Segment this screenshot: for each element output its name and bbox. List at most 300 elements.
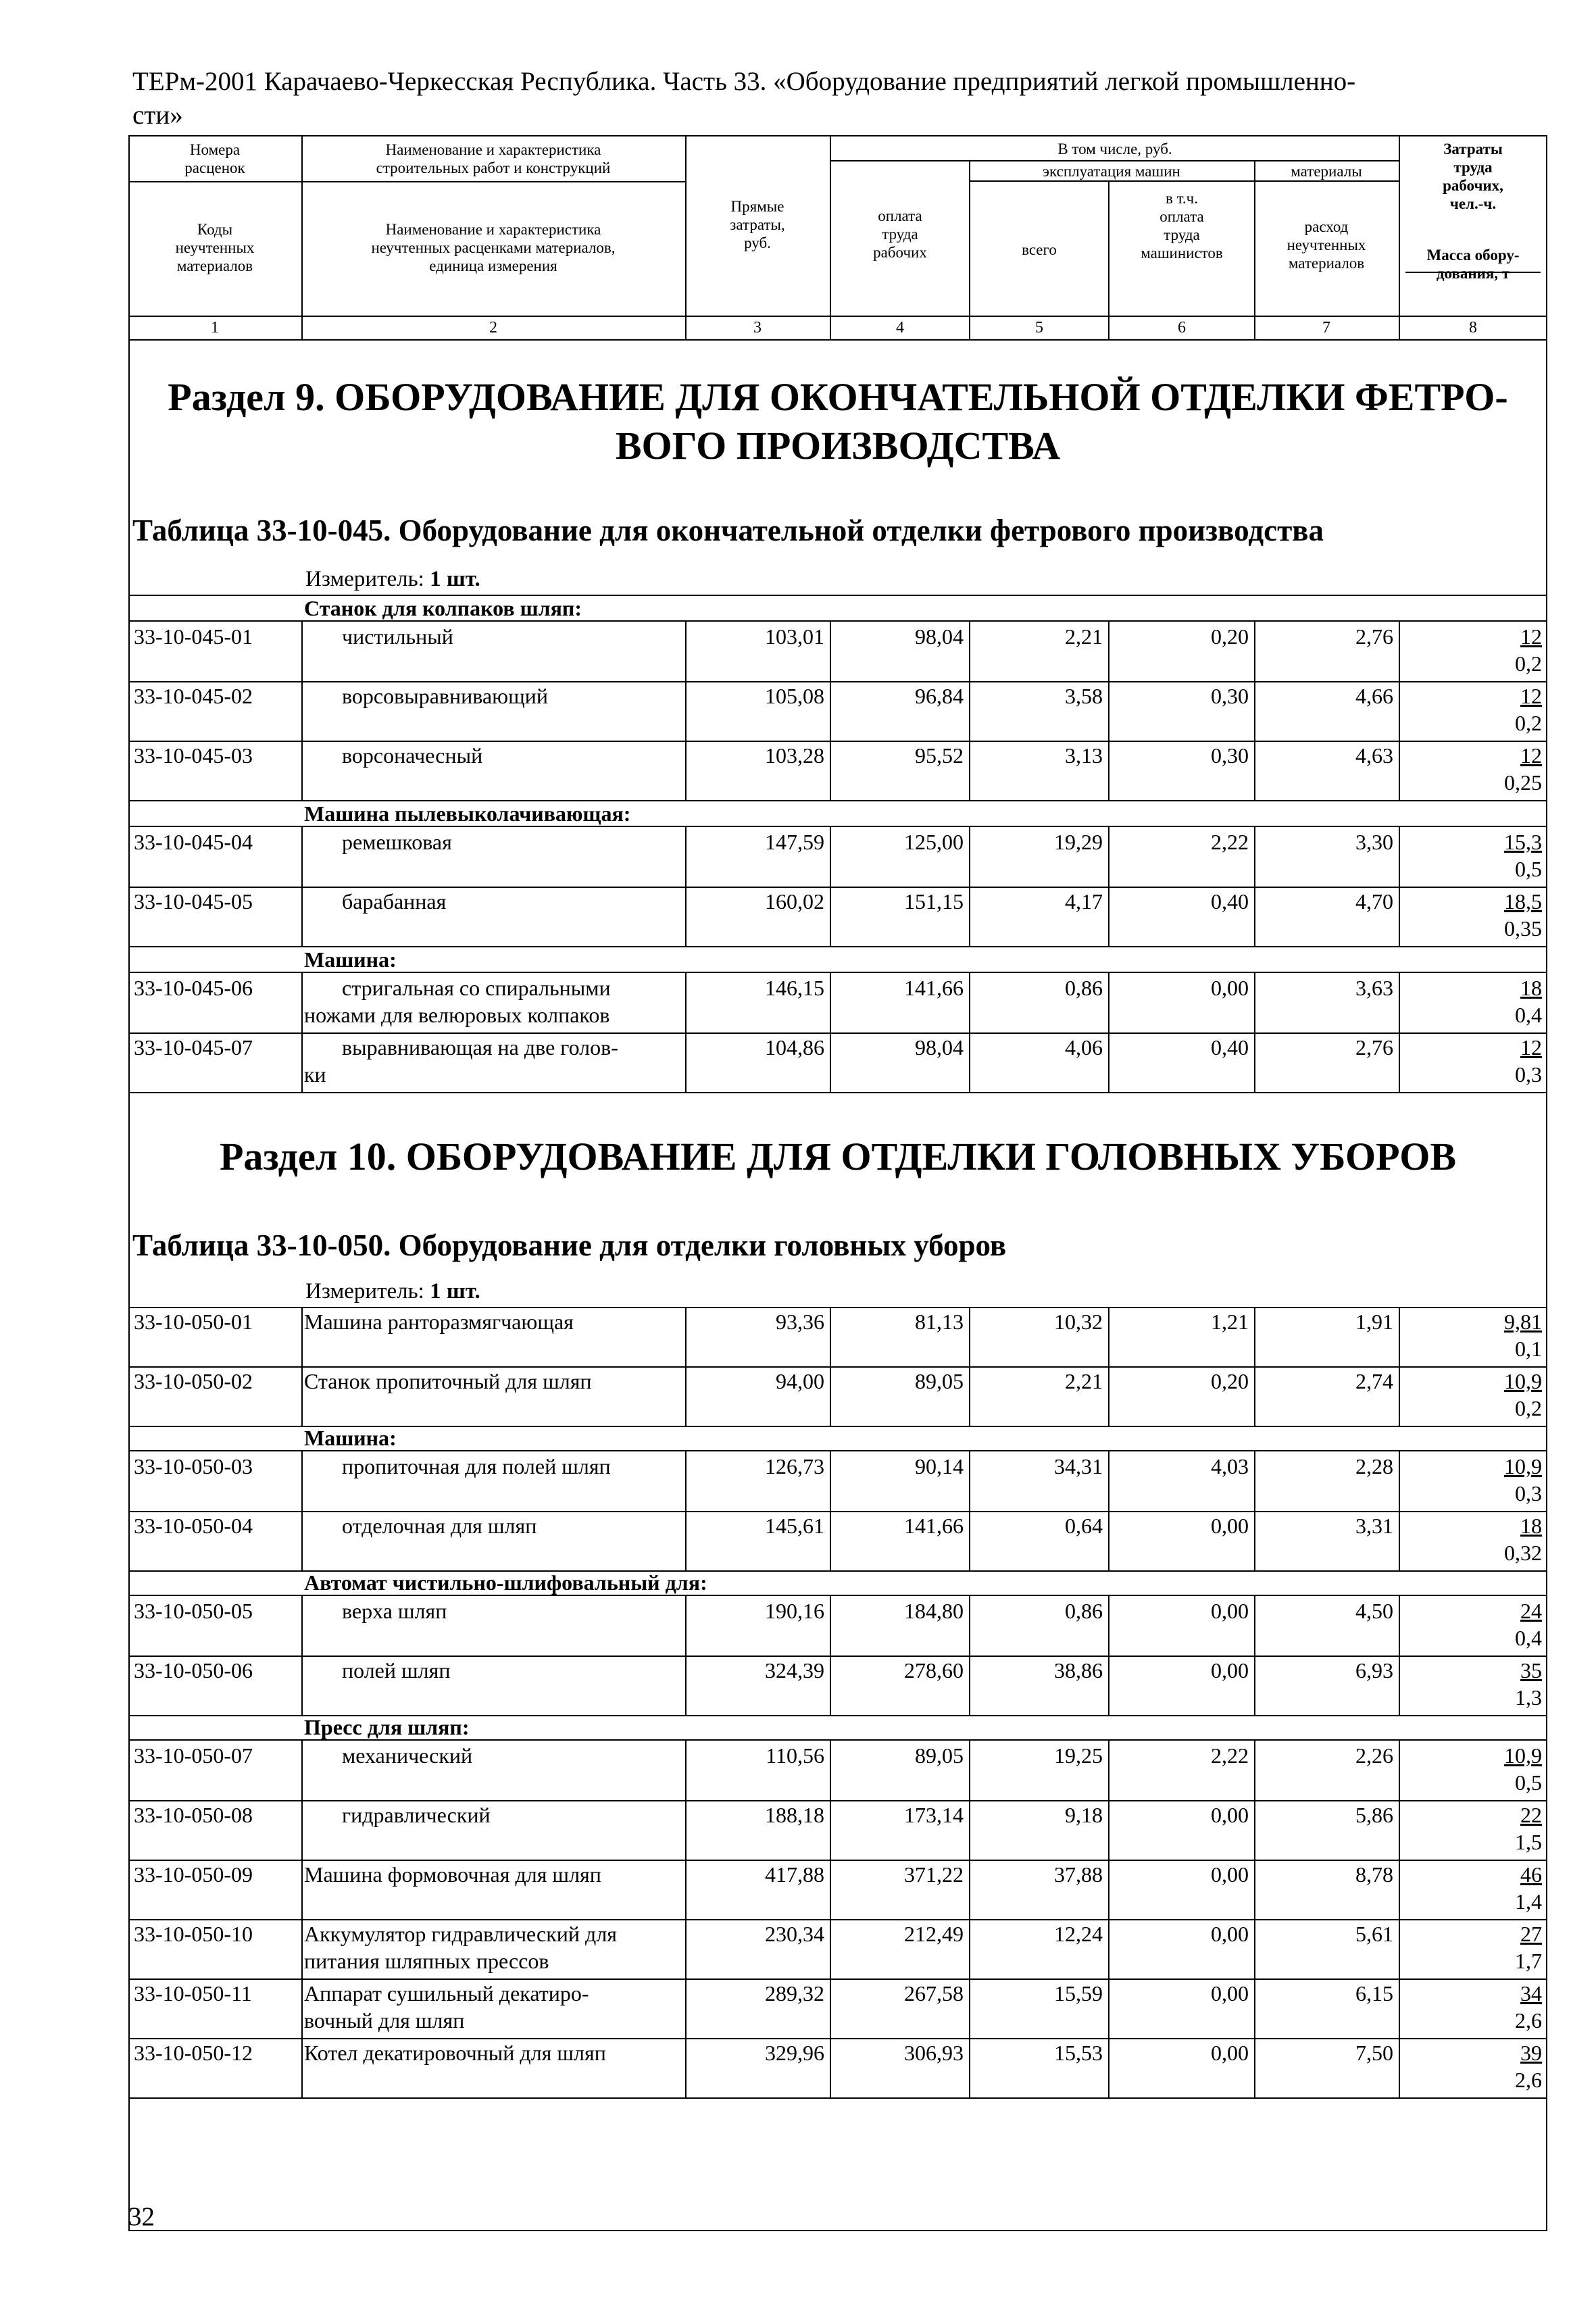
worker-pay-value: 212,49 [904, 1922, 964, 1946]
column-divider-line [1108, 1741, 1109, 1800]
equipment-mass-value: 1,7 [1515, 1949, 1542, 1973]
rate-code: 33-10-050-06 [134, 1658, 253, 1683]
worker-pay-value: 173,14 [904, 1803, 964, 1827]
worker-pay-value: 306,93 [904, 2041, 964, 2065]
header-col7: расход неучтенных материалов [1287, 218, 1366, 272]
column-divider-line [685, 887, 687, 946]
rate-code: 33-10-050-01 [134, 1310, 253, 1334]
item-name: полей шляп [342, 1658, 451, 1683]
machine-total-value: 0,86 [1065, 976, 1103, 1000]
item-name: Машина ранторазмягчающая [304, 1310, 574, 1334]
item-name-continued: ножами для велюровых колпаков [304, 1003, 610, 1027]
item-name: ворсовыравнивающий [342, 684, 548, 708]
item-name: ворсоначесный [342, 743, 483, 768]
col1-col2-split-line [128, 181, 685, 182]
machine-total-value: 12,24 [1054, 1922, 1103, 1946]
labor-cost-value: 10,9 [1504, 1369, 1542, 1393]
labor-mass-value [1399, 1742, 1542, 1796]
column-divider-line [1399, 973, 1400, 1032]
column-divider-line [1108, 2038, 1109, 2097]
column-divider-line [1254, 1596, 1255, 1656]
column-divider-line [1399, 2038, 1400, 2097]
column-divider-line [830, 1511, 831, 1570]
column-divider-line [1254, 887, 1255, 946]
column-divider-line [1254, 681, 1255, 741]
row-divider-line [128, 972, 1547, 973]
equipment-mass-value: 2,6 [1515, 2068, 1542, 2092]
item-name: ремешковая [342, 830, 452, 854]
machine-total-value: 0,86 [1065, 1599, 1103, 1623]
direct-costs-value: 145,61 [765, 1514, 824, 1538]
column-divider-line [969, 1032, 970, 1092]
labor-mass-value [1399, 1368, 1542, 1422]
column-divider-line [1399, 1511, 1400, 1570]
column-divider-line [1108, 1596, 1109, 1656]
labor-mass-value [1399, 1801, 1542, 1856]
rate-code: 33-10-050-09 [134, 1862, 253, 1887]
rate-code: 33-10-045-04 [134, 830, 253, 854]
labor-cost-value: 12 [1520, 743, 1542, 768]
column-divider-line [1108, 1860, 1109, 1919]
group-header: Машина пылевыколачивающая: [304, 801, 631, 826]
machinist-pay-value: 0,20 [1211, 1369, 1249, 1393]
meter-value: 1 шт. [430, 567, 480, 591]
header-col1-top: Номера расценок [184, 141, 245, 176]
column-divider-line [830, 741, 831, 800]
materials-value: 6,93 [1355, 1658, 1393, 1683]
labor-cost-value: 22 [1520, 1803, 1542, 1827]
row-divider-line [128, 2097, 1547, 2099]
worker-pay-value: 184,80 [904, 1599, 964, 1623]
column-divider-line [969, 1978, 970, 2038]
row-divider-line [128, 1595, 1547, 1596]
direct-costs-value: 324,39 [765, 1658, 824, 1683]
column-divider-line [301, 973, 303, 1032]
direct-costs-value: 190,16 [765, 1599, 824, 1623]
column-divider-line [1254, 1366, 1255, 1426]
column-divider-line [301, 1032, 303, 1092]
column-divider-line [685, 622, 687, 681]
header-col5: всего [1022, 241, 1057, 258]
machine-total-value: 38,86 [1054, 1658, 1103, 1683]
header-col1-bottom: Коды неучтенных материалов [175, 221, 255, 274]
labor-cost-value: 24 [1520, 1599, 1542, 1623]
materials-value: 4,50 [1355, 1599, 1393, 1623]
column-number: 3 [753, 319, 762, 337]
item-name: Машина формовочная для шляп [304, 1862, 601, 1887]
column-divider-line [830, 1032, 831, 1092]
rate-code: 33-10-045-05 [134, 889, 253, 914]
machine-total-value: 2,21 [1065, 624, 1103, 649]
rate-code: 33-10-045-02 [134, 684, 253, 708]
column-divider-line [1254, 973, 1255, 1032]
column-divider-line [969, 887, 970, 946]
labor-mass-value [1399, 888, 1542, 942]
column-divider-line [1108, 1919, 1109, 1978]
labor-cost-value: 12 [1520, 624, 1542, 649]
materials-value: 4,66 [1355, 684, 1393, 708]
labor-mass-value [1399, 2039, 1542, 2093]
column-divider-line [1399, 1451, 1400, 1511]
column-divider-line [1254, 1978, 1255, 2038]
machinist-pay-value: 0,00 [1211, 1599, 1249, 1623]
rate-code: 33-10-050-05 [134, 1599, 253, 1623]
direct-costs-value: 93,36 [776, 1310, 824, 1334]
worker-pay-value: 98,04 [915, 624, 964, 649]
column-divider-line [685, 1656, 687, 1715]
item-name: выравнивающая на две голов- [342, 1035, 618, 1060]
column-divider-line [830, 1919, 831, 1978]
item-name: верха шляп [342, 1599, 447, 1623]
direct-costs-value: 103,28 [765, 743, 824, 768]
rate-code: 33-10-050-07 [134, 1743, 253, 1768]
group-header: Машина: [304, 947, 397, 972]
subgroup-header-line [969, 180, 1399, 182]
rate-code: 33-10-050-04 [134, 1514, 253, 1538]
column-divider-line [1108, 681, 1109, 741]
direct-costs-value: 160,02 [765, 889, 824, 914]
column-divider-line [685, 1596, 687, 1656]
row-divider-line [128, 826, 1547, 827]
rate-code: 33-10-045-01 [134, 624, 253, 649]
column-divider-line [969, 1860, 970, 1919]
labor-mass-value [1399, 1657, 1542, 1711]
machine-total-value: 3,58 [1065, 684, 1103, 708]
column-number: 1 [211, 319, 219, 337]
machine-total-value: 4,06 [1065, 1035, 1103, 1060]
header-divider-line [128, 316, 1547, 317]
machinist-pay-value: 2,22 [1211, 830, 1249, 854]
direct-costs-value: 329,96 [765, 2041, 824, 2065]
column-divider-line [969, 1800, 970, 1860]
materials-value: 8,78 [1355, 1862, 1393, 1887]
equipment-mass-value: 0,25 [1504, 770, 1542, 795]
worker-pay-value: 89,05 [915, 1743, 964, 1768]
rate-code: 33-10-050-03 [134, 1454, 253, 1478]
equipment-mass-value: 0,2 [1515, 651, 1542, 676]
machinist-pay-value: 0,00 [1211, 1514, 1249, 1538]
machine-total-value: 37,88 [1054, 1862, 1103, 1887]
column-divider-line [685, 1860, 687, 1919]
item-name-continued: питания шляпных прессов [304, 1949, 549, 1973]
materials-value: 6,15 [1355, 1981, 1393, 2006]
column-divider-line [1108, 622, 1109, 681]
materials-value: 5,86 [1355, 1803, 1393, 1827]
column-number: 6 [1178, 319, 1186, 337]
rate-code: 33-10-050-02 [134, 1369, 253, 1393]
worker-pay-value: 267,58 [904, 1981, 964, 2006]
direct-costs-value: 188,18 [765, 1803, 824, 1827]
column-divider-line [685, 741, 687, 800]
labor-cost-value: 27 [1520, 1922, 1542, 1946]
measurement-unit [305, 1278, 480, 1304]
direct-costs-value: 289,32 [765, 1981, 824, 2006]
table-title: Таблица 33-10-050. Оборудование для отделки головных уборов [132, 1228, 1007, 1262]
column-divider-line [1254, 1307, 1255, 1366]
column-divider-line [301, 741, 303, 800]
column-number: 4 [896, 319, 904, 337]
column-divider-line [301, 1919, 303, 1978]
group-header-line [830, 160, 1399, 161]
direct-costs-value: 417,88 [765, 1862, 824, 1887]
column-divider-line [830, 1596, 831, 1656]
machinist-pay-value: 0,20 [1211, 624, 1249, 649]
column-divider-line [1108, 1307, 1109, 1366]
column-divider-line [969, 622, 970, 681]
machine-total-value: 19,25 [1054, 1743, 1103, 1768]
column-divider-line [685, 1741, 687, 1800]
column-divider-line [1399, 1032, 1400, 1092]
column-divider-line [301, 827, 303, 887]
column-divider-line [969, 2038, 970, 2097]
column-divider-line [969, 1741, 970, 1800]
labor-cost-value: 39 [1520, 2041, 1542, 2065]
header-group-label: В том числе, руб. [1057, 141, 1172, 157]
item-name: барабанная [342, 889, 447, 914]
labor-mass-value [1399, 623, 1542, 677]
column-divider-line [830, 681, 831, 741]
column-divider-line [1108, 1511, 1109, 1570]
column-divider-line [1108, 827, 1109, 887]
column-divider-line [1254, 1511, 1255, 1570]
column-divider-line [1399, 741, 1400, 800]
worker-pay-value: 151,15 [904, 889, 964, 914]
column-divider-line [830, 1656, 831, 1715]
column-divider-line [1254, 622, 1255, 681]
column-divider-line [830, 827, 831, 887]
meter-label: Измеритель: [305, 567, 424, 591]
equipment-mass-value: 0,35 [1504, 916, 1542, 941]
labor-mass-value [1399, 1920, 1542, 1974]
column-divider-line [830, 887, 831, 946]
item-name: Котел декатировочный для шляп [304, 2041, 606, 2065]
labor-cost-value: 12 [1520, 1035, 1542, 1060]
column-divider-line [1108, 1978, 1109, 2038]
labor-cost-value: 9,81 [1504, 1310, 1542, 1334]
column-divider-line [830, 1307, 831, 1366]
column-divider-line [1254, 741, 1255, 800]
rate-code: 33-10-045-03 [134, 743, 253, 768]
row-divider-line [128, 1739, 1547, 1741]
group-header: Пресс для шляп: [304, 1715, 470, 1739]
column-divider-line [301, 1366, 303, 1426]
worker-pay-value: 81,13 [915, 1310, 964, 1334]
header-col3: Прямые затраты, руб. [730, 198, 785, 251]
page-number: 32 [128, 2202, 155, 2231]
column-divider-line [969, 1511, 970, 1570]
equipment-mass-value: 1,5 [1515, 1830, 1542, 1854]
column-divider-line [1399, 1860, 1400, 1919]
header-exploitation-label: эксплуатация машин [1043, 163, 1180, 180]
labor-mass-value [1399, 974, 1542, 1028]
column-divider-line [830, 1451, 831, 1511]
column-divider-line [1254, 827, 1255, 887]
materials-value: 2,76 [1355, 624, 1393, 649]
rate-code: 33-10-045-07 [134, 1035, 253, 1060]
column-divider-line [301, 1800, 303, 1860]
worker-pay-value: 278,60 [904, 1658, 964, 1683]
labor-cost-value: 12 [1520, 684, 1542, 708]
equipment-mass-value: 1,3 [1515, 1685, 1542, 1710]
column-divider-line [301, 1451, 303, 1511]
column-divider-line [1254, 1741, 1255, 1800]
equipment-mass-value: 0,2 [1515, 711, 1542, 735]
equipment-mass-value: 2,6 [1515, 2008, 1542, 2033]
column-divider-line [969, 1596, 970, 1656]
equipment-mass-value: 1,4 [1515, 1889, 1542, 1914]
column-divider-line [830, 1860, 831, 1919]
column-numbers-bottom-line [128, 339, 1547, 341]
header-col2-top: Наименование и характеристика строительных работ и конструкций [376, 141, 611, 176]
column-divider-line [830, 1741, 831, 1800]
direct-costs-value: 94,00 [776, 1369, 824, 1393]
item-name: отделочная для шляп [342, 1514, 537, 1538]
labor-cost-value: 10,9 [1504, 1743, 1542, 1768]
machine-total-value: 3,13 [1065, 743, 1103, 768]
column-divider-line [969, 1919, 970, 1978]
item-name: механический [342, 1743, 473, 1768]
labor-cost-value: 18 [1520, 976, 1542, 1000]
rate-code: 33-10-050-11 [134, 1981, 252, 2006]
column-divider-line [301, 2038, 303, 2097]
running-head: ТЕРм-2001 Карачаево-Черкесская Республика. Часть 33. «Оборудование предприятий легкой промышленно- сти» [132, 67, 1356, 130]
equipment-mass-value: 0,2 [1515, 1396, 1542, 1420]
column-divider-line [1399, 681, 1400, 741]
column-divider-line [1399, 1741, 1400, 1800]
labor-cost-value: 18 [1520, 1514, 1542, 1538]
machinist-pay-value: 0,00 [1211, 976, 1249, 1000]
column-divider-line [1399, 1366, 1400, 1426]
item-name: пропиточная для полей шляп [342, 1454, 611, 1478]
column-divider-line [685, 1451, 687, 1511]
column-number: 8 [1469, 319, 1477, 337]
column-divider-line [1254, 1451, 1255, 1511]
item-name: Аппарат сушильный декатиро- [304, 1981, 589, 2006]
column-divider-line [1254, 2038, 1255, 2097]
materials-value: 4,70 [1355, 889, 1393, 914]
group-header: Станок для колпаков шляп: [304, 596, 582, 620]
direct-costs-value: 126,73 [765, 1454, 824, 1478]
item-name: стригальная со спиральными [342, 976, 611, 1000]
column-divider-line [1399, 827, 1400, 887]
column-divider-line [685, 2038, 687, 2097]
column-divider-line [969, 681, 970, 741]
materials-value: 2,28 [1355, 1454, 1393, 1478]
column-divider-line [685, 1800, 687, 1860]
column-divider-line [830, 1978, 831, 2038]
group-header: Машина: [304, 1426, 397, 1450]
labor-mass-value [1399, 1861, 1542, 1915]
column-divider-line [301, 1978, 303, 2038]
column-divider-line [830, 1366, 831, 1426]
column-divider-line [301, 887, 303, 946]
column-divider-line [1108, 887, 1109, 946]
column-divider-line [301, 622, 303, 681]
column-divider-line [830, 2038, 831, 2097]
rate-code: 33-10-050-10 [134, 1922, 253, 1946]
column-divider-line [1108, 1366, 1109, 1426]
column-divider-line [301, 1596, 303, 1656]
header-materials-label: материалы [1291, 163, 1362, 180]
machine-total-value: 15,53 [1054, 2041, 1103, 2065]
materials-value: 5,61 [1355, 1922, 1393, 1946]
machinist-pay-value: 0,00 [1211, 1803, 1249, 1827]
column-divider-line [1108, 973, 1109, 1032]
machinist-pay-value: 0,00 [1211, 1981, 1249, 2006]
labor-cost-value: 46 [1520, 1862, 1542, 1887]
labor-cost-value: 10,9 [1504, 1454, 1542, 1478]
column-divider-line [301, 681, 303, 741]
item-name: гидравлический [342, 1803, 491, 1827]
row-divider-line [128, 620, 1547, 622]
section-title: Раздел 9. ОБОРУДОВАНИЕ ДЛЯ ОКОНЧАТЕЛЬНОЙ ОТДЕЛКИ ФЕТРО- ВОГО ПРОИЗВОДСТВА [168, 375, 1508, 468]
section-title: Раздел 10. ОБОРУДОВАНИЕ ДЛЯ ОТДЕЛКИ ГОЛОВНЫХ УБОРОВ [219, 1135, 1457, 1178]
column-divider-line [969, 1451, 970, 1511]
machinist-pay-value: 0,00 [1211, 1922, 1249, 1946]
materials-value: 1,91 [1355, 1310, 1393, 1334]
labor-mass-value [1399, 1034, 1542, 1088]
machine-total-value: 19,29 [1054, 830, 1103, 854]
labor-mass-value [1399, 1453, 1542, 1507]
column-divider-line [1108, 1451, 1109, 1511]
column-divider-line [1399, 1800, 1400, 1860]
table-title: Таблица 33-10-045. Оборудование для окончательной отделки фетрового производства [132, 514, 1324, 547]
machinist-pay-value: 0,00 [1211, 1658, 1249, 1683]
labor-cost-value: 34 [1520, 1981, 1542, 2006]
item-name-continued: вочный для шляп [304, 2008, 465, 2033]
equipment-mass-value: 0,5 [1515, 1770, 1542, 1795]
item-name: Аккумулятор гидравлический для [304, 1922, 617, 1946]
meter-value: 1 шт. [430, 1279, 480, 1303]
header-col8-top: Затраты труда рабочих, чел.-ч. [1443, 141, 1503, 212]
machinist-pay-value: 0,30 [1211, 743, 1249, 768]
column-divider-line [969, 1656, 970, 1715]
worker-pay-value: 98,04 [915, 1035, 964, 1060]
column-divider-line [685, 1032, 687, 1092]
machinist-pay-value: 2,22 [1211, 1743, 1249, 1768]
column-divider-line [1108, 1032, 1109, 1092]
equipment-mass-value: 0,4 [1515, 1626, 1542, 1650]
worker-pay-value: 95,52 [915, 743, 964, 768]
column-divider-line [1254, 1032, 1255, 1092]
column-divider-line [1108, 1800, 1109, 1860]
worker-pay-value: 125,00 [904, 830, 964, 854]
column-divider-line [1254, 1919, 1255, 1978]
machine-total-value: 0,64 [1065, 1514, 1103, 1538]
machine-total-value: 34,31 [1054, 1454, 1103, 1478]
column-divider-line [830, 973, 831, 1032]
labor-mass-value [1399, 1597, 1542, 1651]
column-divider-line [301, 1511, 303, 1570]
rate-code: 33-10-050-12 [134, 2041, 253, 2065]
column-number: 7 [1322, 319, 1330, 337]
column-divider-line [969, 973, 970, 1032]
worker-pay-value: 90,14 [915, 1454, 964, 1478]
header-col4: оплата труда рабочих [873, 207, 927, 261]
column-number: 2 [489, 319, 497, 337]
equipment-mass-value: 0,32 [1504, 1541, 1542, 1565]
item-name-continued: ки [304, 1062, 326, 1087]
column-divider-line [1254, 1860, 1255, 1919]
labor-mass-value [1399, 742, 1542, 796]
row-divider-line [128, 1450, 1547, 1451]
worker-pay-value: 141,66 [904, 1514, 964, 1538]
machine-total-value: 10,32 [1054, 1310, 1103, 1334]
labor-cost-value: 15,3 [1504, 830, 1542, 854]
equipment-mass-value: 0,1 [1515, 1337, 1542, 1361]
labor-cost-value: 35 [1520, 1658, 1542, 1683]
materials-value: 2,76 [1355, 1035, 1393, 1060]
